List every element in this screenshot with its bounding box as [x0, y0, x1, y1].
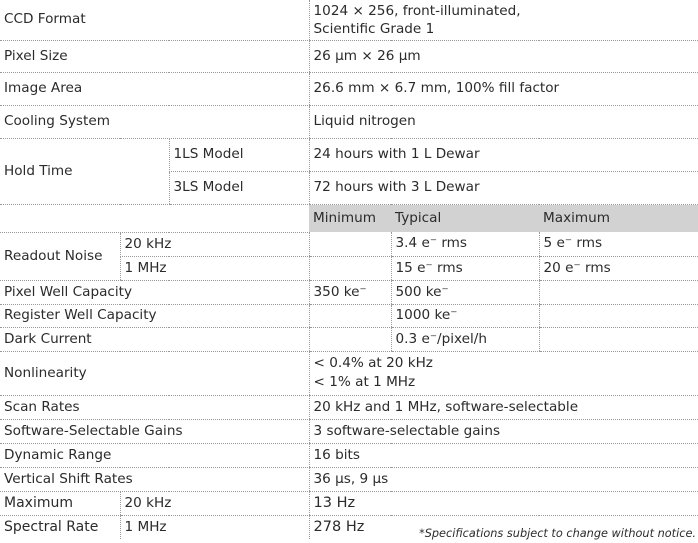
register-well-typ: 1000 ke⁻: [391, 304, 539, 327]
value-nonlinearity-line2: < 1% at 1 MHz: [313, 374, 416, 390]
hold-time-model-1ls: 1LS Model: [169, 138, 309, 171]
label-pixel-well-capacity: Pixel Well Capacity: [0, 280, 309, 304]
pixel-well-min: 350 ke⁻: [309, 280, 391, 304]
row-spectral-rate-20khz: [0, 491, 698, 515]
readout-noise-max-20khz: 5 e⁻ rms: [539, 232, 698, 256]
readout-noise-min-20khz: [309, 232, 391, 256]
readout-noise-typ-1mhz: 15 e⁻ rms: [391, 256, 539, 280]
row-pixel-well-capacity: [0, 280, 698, 304]
value-ccd-format-line1: 1024 × 256, front-illuminated,: [313, 2, 521, 19]
header-maximum: Maximum: [539, 204, 698, 232]
label-software-selectable-gains: Software-Selectable Gains: [0, 419, 309, 443]
hold-time-value-1ls: 24 hours with 1 L Dewar: [309, 138, 698, 171]
row-scan-rates: [0, 395, 698, 419]
value-cooling-system: Liquid nitrogen: [309, 105, 698, 138]
row-dynamic-range: [0, 443, 698, 467]
readout-noise-cond-1mhz: 1 MHz: [120, 256, 309, 280]
pixel-well-typ: 500 ke⁻: [391, 280, 539, 304]
header-blank: [0, 204, 309, 232]
value-software-selectable-gains: 3 software-selectable gains: [309, 419, 698, 443]
label-readout-noise: Readout Noise: [0, 232, 120, 280]
label-nonlinearity: Nonlinearity: [0, 351, 309, 395]
label-register-well-capacity: Register Well Capacity: [0, 304, 309, 327]
hold-time-value-3ls: 72 hours with 3 L Dewar: [309, 171, 698, 204]
spectral-rate-cond-20khz: 20 kHz: [120, 491, 309, 515]
spectral-rate-value-20khz: 13 Hz: [309, 491, 698, 515]
dark-current-typ: 0.3 e⁻/pixel/h: [391, 327, 539, 351]
readout-noise-typ-20khz: 3.4 e⁻ rms: [391, 232, 539, 256]
value-dynamic-range: 16 bits: [309, 443, 698, 467]
row-dark-current: [0, 327, 698, 351]
label-cooling-system: Cooling System: [0, 105, 309, 138]
label-scan-rates: Scan Rates: [0, 395, 309, 419]
row-register-well-capacity: [0, 304, 698, 327]
pixel-well-max: [539, 280, 698, 304]
label-hold-time: Hold Time: [0, 138, 169, 204]
row-cooling-system: [0, 105, 698, 138]
label-image-area: Image Area: [0, 72, 309, 105]
row-ccd-format: [0, 0, 698, 40]
value-vertical-shift-rates: 36 µs, 9 µs: [309, 467, 698, 491]
dark-current-max: [539, 327, 698, 351]
hold-time-model-3ls: 3LS Model: [169, 171, 309, 204]
label-ccd-format: CCD Format: [0, 0, 309, 40]
row-image-area: [0, 72, 698, 105]
label-dynamic-range: Dynamic Range: [0, 443, 309, 467]
row-pixel-size: [0, 40, 698, 72]
label-pixel-size: Pixel Size: [0, 40, 309, 72]
row-nonlinearity: [0, 351, 698, 395]
readout-noise-cond-20khz: 20 kHz: [120, 232, 309, 256]
spectral-rate-cond-1mhz: 1 MHz: [120, 515, 309, 539]
label-dark-current: Dark Current: [0, 327, 309, 351]
row-readout-noise-20khz: [0, 232, 698, 256]
value-ccd-format-line2: Scientific Grade 1: [313, 20, 435, 37]
value-pixel-size: 26 µm × 26 µm: [309, 40, 698, 72]
value-nonlinearity: [309, 351, 698, 395]
register-well-max: [539, 304, 698, 327]
label-spectral-rate: Spectral Rate: [4, 518, 99, 535]
header-typical: Typical: [391, 204, 539, 232]
label-maximum: Maximum: [0, 491, 120, 515]
value-nonlinearity-line1: < 0.4% at 20 kHz: [313, 355, 433, 371]
register-well-min: [309, 304, 391, 327]
spectral-rate-value-1mhz: 278 Hz: [309, 515, 698, 539]
value-ccd-format: [309, 0, 698, 40]
value-image-area: 26.6 mm × 6.7 mm, 100% fill factor: [309, 72, 698, 105]
row-hold-time-1ls: [0, 138, 698, 171]
label-vertical-shift-rates: Vertical Shift Rates: [0, 467, 309, 491]
readout-noise-min-1mhz: [309, 256, 391, 280]
row-vertical-shift-rates: [0, 467, 698, 491]
dark-current-min: [309, 327, 391, 351]
value-scan-rates: 20 kHz and 1 MHz, software-selectable: [309, 395, 698, 419]
row-column-headers: [0, 204, 698, 232]
header-minimum: Minimum: [309, 204, 391, 232]
footnote: *Specifications subject to change without notice.: [419, 527, 696, 540]
readout-noise-max-1mhz: 20 e⁻ rms: [539, 256, 698, 280]
row-software-selectable-gains: [0, 419, 698, 443]
